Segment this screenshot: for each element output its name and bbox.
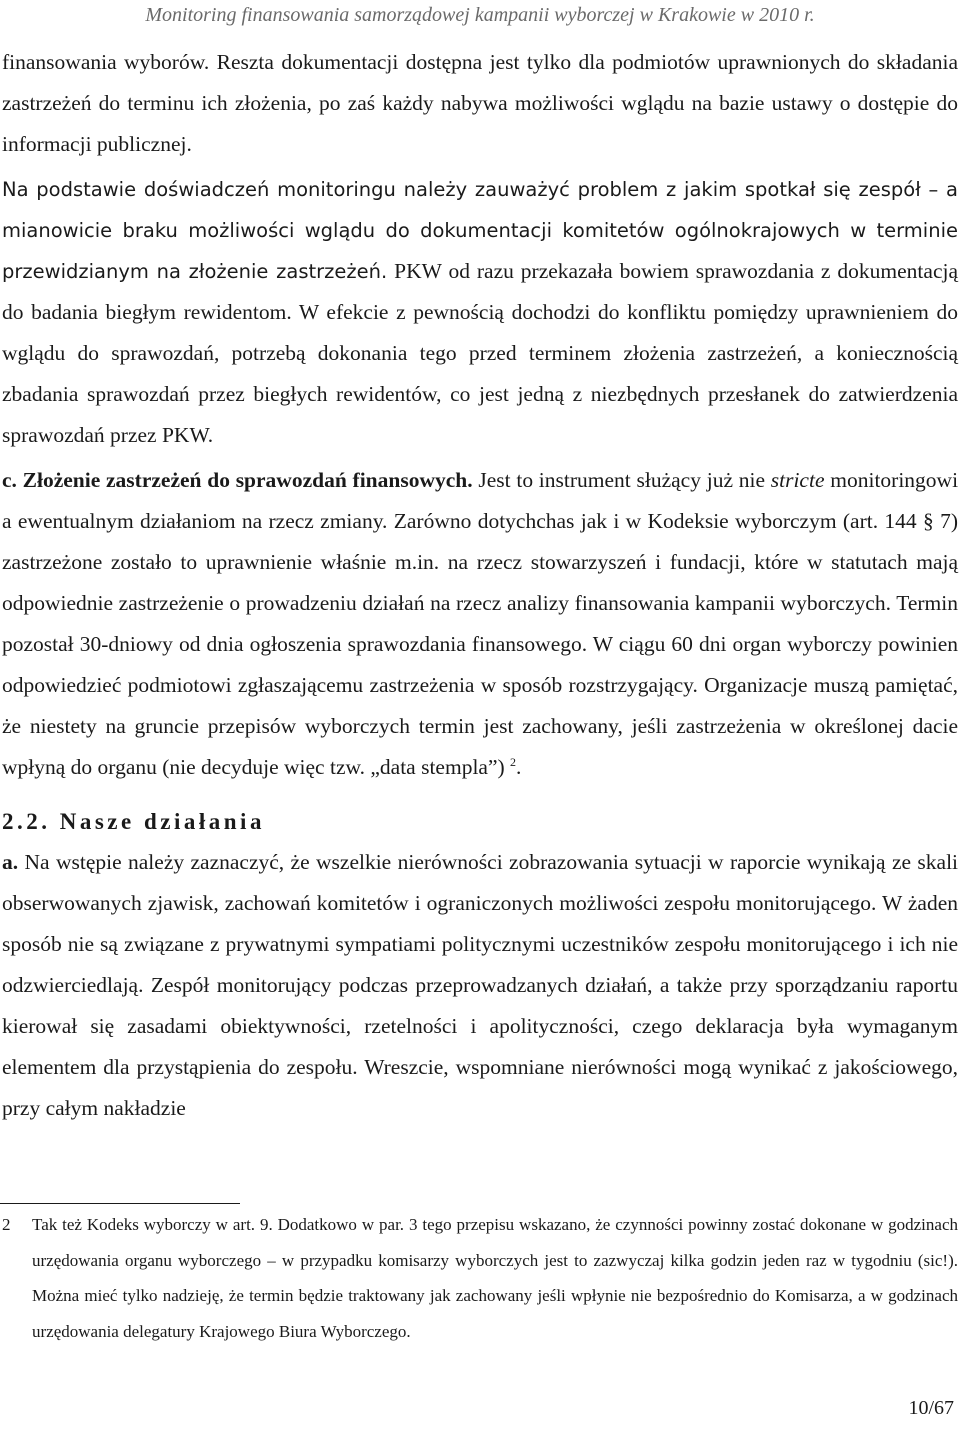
paragraph-nasze-dzialania-lead: a. [2,850,19,874]
paragraph-nasze-dzialania [2,842,958,1129]
paragraph-zastrzezenia-lead: c. Złożenie zastrzeżeń do sprawozdań finansowych. [2,468,473,492]
page-number: 10/67 [908,1397,954,1419]
paragraph-zastrzezenia-text-a: Jest to instrument służący już nie [478,468,765,492]
footnote-reference[interactable]: 2 [510,754,517,769]
document-body [2,42,958,1129]
footnote-text: Tak też Kodeks wyborczy w art. 9. Dodatkowo w par. 3 tego przepisu wskazano, że czynności powinny zostać dokonane w godzinach urzędowania organu wyborczego – w przypadku komisarzy wyborczych jest to zazwyczaj kilka godzin jeden raz w tygodniu (sic!). Można mieć tylko nadzieję, że termin będzie traktowany jak zachowany jeśli wpłynie nie bezpośrednio do Komisarza, a w godzinach urzędowania delegatury Krajowego Biura Wyborczego. [32,1215,958,1341]
paragraph-doswiadczenia [2,169,958,456]
footnote-number: 2 [2,1215,11,1234]
section-heading: 2.2. Nasze działania [2,809,265,834]
running-header: Monitoring finansowania samorządowej kampanii wyborczej w Krakowie w 2010 r. [145,4,815,26]
paragraph-doswiadczenia-sans: Na podstawie doświadczeń monitoringu należy zauważyć problem z jakim spotkał się zespół – a mianowicie braku możliwości wglądu do dokumentacji komitetów ogólnokrajowych w terminie przewidzianym na złożenie zastrzeżeń. [2,178,958,283]
paragraph-doswiadczenia-serif: PKW od razu przekazała bowiem sprawozdania z dokumentacją do badania biegłym rewidentom. W efekcie z pewnością dochodzi do konfliktu pomiędzy uprawnieniem do wglądu do sprawozdań, potrzebą dokonania tego przed terminem złożenia zastrzeżeń, a koniecznością zbadania sprawozdań przez biegłych rewidentów, co jest jedną z niezbędnych przesłanek do zatwierdzenia sprawozdań przez PKW. [2,259,958,447]
paragraph-zastrzezenia-end: . [516,755,522,779]
paragraph-nasze-dzialania-text: Na wstępie należy zaznaczyć, że wszelkie nierówności zobrazowania sytuacji w raporcie wynikają ze skali obserwowanych zjawisk, zachowań komitetów i ograniczonych możliwości zespołu monitorującego. W żaden sposób nie są związane z prywatnymi sympatiami politycznymi uczestników zespołu monitorującego i ich nie odzwierciedlają. Zespół monitorujący podczas przeprowadzanych działań, a także przy sporządzaniu raportu kierował się zasadami obiektywności, rzetelności i apolityczności, czego deklaracja była wymaganym elementem dla przystąpienia do zespołu. Wreszcie, wspomniane nierówności mogą wynikać z jakościowego, przy całym nakładzie [2,850,959,1120]
paragraph-zastrzezenia-italic: stricte [770,468,825,492]
paragraph-dokumentacja: finansowania wyborów. Reszta dokumentacji dostępna jest tylko dla podmiotów uprawnionych do składania zastrzeżeń do terminu ich złożenia, po zaś każdy nabywa możliwości wglądu na bazie ustawy o dostępie do informacji publicznej. [2,50,958,156]
footnote [0,1207,958,1349]
paragraph-zastrzezenia-text-b: monitoringowi a ewentualnym działaniom na rzecz zmiany. Zarówno dotychchas jak i w Kodeksie wyborczym (art. 144 § 7) zastrzeżone zostało to uprawnienie właśnie m.in. na rzecz stowarzyszeń i fundacji, które w statutach mają odpowiednie zastrzeżenie o prowadzeniu działań na rzecz analizy finansowania kampanii wyborczych. Termin pozostał 30-dniowy od dnia ogłoszenia sprawozdania finansowego. W ciągu 60 dni organ wyborczy powinien odpowiedzieć podmiotowi zgłaszającemu zastrzeżenia w sposób rozstrzygający. Organizacje muszą pamiętać, że niestety na gruncie przepisów wyborczych termin jest zachowany, jeśli zastrzeżenia w określonej dacie wpłyną do organu (nie decyduje więc tzw. „data stempla”) [2,468,959,779]
spacer [2,788,958,802]
paragraph-zastrzezenia [2,460,958,788]
footnote-separator [0,1203,240,1204]
